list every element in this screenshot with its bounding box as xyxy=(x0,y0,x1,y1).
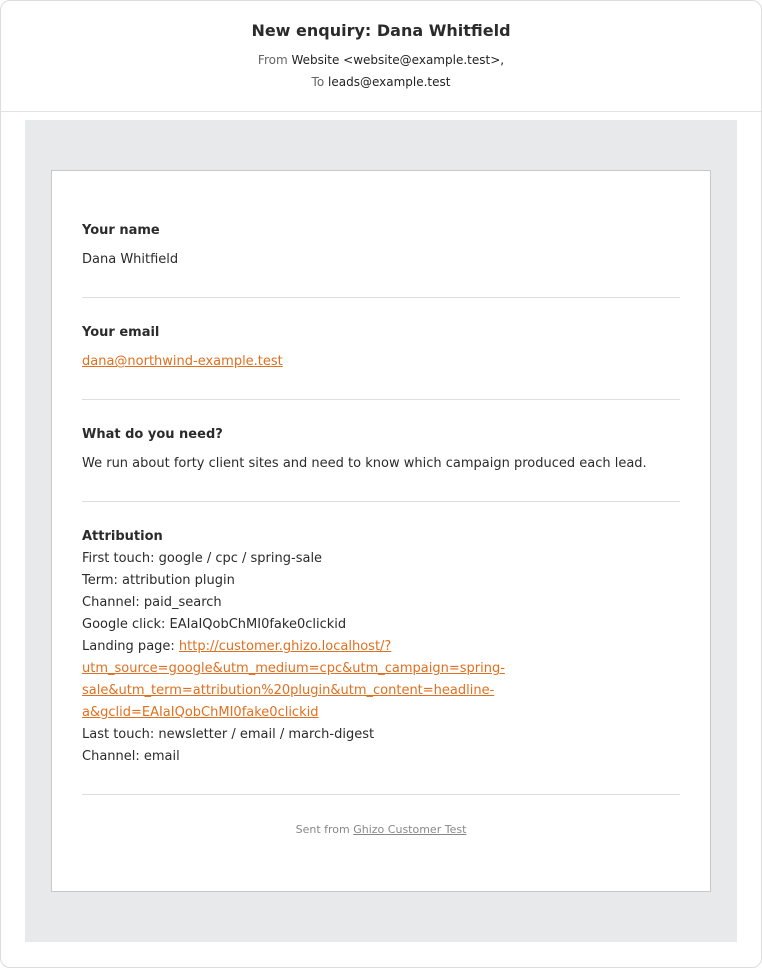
field-label-name: Your name xyxy=(82,223,160,238)
divider xyxy=(82,399,680,400)
email-footer xyxy=(82,821,680,839)
field-label-attribution: Attribution xyxy=(82,529,163,544)
attr-first-touch: First touch: google / cpc / spring-sale xyxy=(82,551,323,566)
landing-url-line-4: a&gclid=EAIaIQobChMI0fake0clickid xyxy=(82,705,319,720)
from-label: From xyxy=(257,53,288,67)
field-value-need: We run about forty client sites and need to know which campaign produced each lead. xyxy=(82,456,647,471)
email-body-canvas xyxy=(25,120,737,942)
field-label-email: Your email xyxy=(82,325,160,340)
divider xyxy=(82,794,680,795)
landing-url-line-2: utm_source=google&utm_medium=cpc&utm_campaign=spring- xyxy=(82,661,505,676)
footer-prefix: Sent from xyxy=(295,823,354,836)
to-label: To xyxy=(311,75,325,89)
email-to-line xyxy=(1,71,761,93)
attr-google-click: Google click: EAIaIQobChMI0fake0clickid xyxy=(82,617,347,632)
field-value-email-wrap xyxy=(82,351,680,373)
field-email xyxy=(82,322,680,373)
divider xyxy=(82,501,680,502)
field-label-need: What do you need? xyxy=(82,427,223,442)
footer-site-link[interactable]: Ghizo Customer Test xyxy=(353,823,467,836)
email-subject: New enquiry: Dana Whitfield xyxy=(251,21,511,40)
field-need xyxy=(82,424,680,475)
landing-url-line-3: sale&utm_term=attribution%20plugin&utm_content=headline- xyxy=(82,683,495,698)
attr-channel-last: Channel: email xyxy=(82,749,180,764)
attr-channel-first: Channel: paid_search xyxy=(82,595,222,610)
landing-url-line-1: http://customer.ghizo.localhost/? xyxy=(178,639,392,654)
email-link[interactable]: dana@northwind-example.test xyxy=(82,354,283,369)
field-attribution xyxy=(82,526,680,768)
to-address: leads@example.test xyxy=(328,75,451,89)
landing-page-label: Landing page: xyxy=(82,639,179,654)
email-header xyxy=(1,1,761,112)
field-name xyxy=(82,220,680,271)
attr-landing-page xyxy=(82,636,505,724)
attr-term: Term: attribution plugin xyxy=(82,573,235,588)
email-from-line xyxy=(1,49,761,71)
email-card xyxy=(51,170,711,892)
attr-last-touch: Last touch: newsletter / email / march-digest xyxy=(82,727,375,742)
divider xyxy=(82,297,680,298)
field-value-name: Dana Whitfield xyxy=(82,252,179,267)
from-address: Website <website@example.test>, xyxy=(291,53,505,67)
